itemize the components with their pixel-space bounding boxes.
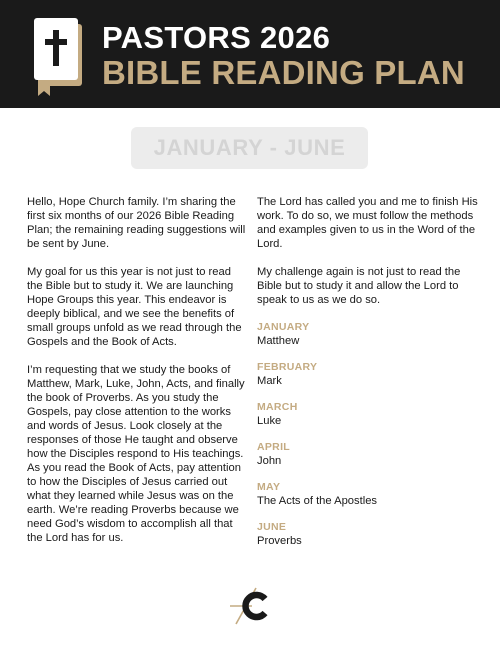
title-line-1: PASTORS 2026 — [102, 20, 331, 55]
date-range-label: JANUARY - JUNE — [153, 135, 346, 160]
month-name: JUNE — [257, 521, 287, 533]
challenge-paragraph: My challenge again is not just to read the Bible but to study it and allow the Lord to speak to us as we do so. — [257, 266, 461, 306]
monthly-reading-list — [257, 321, 479, 548]
month-name: FEBRUARY — [257, 361, 318, 373]
month-item-june — [257, 521, 479, 548]
hope-church-logo-icon — [228, 586, 272, 626]
month-name: MAY — [257, 481, 281, 493]
month-book: Luke — [257, 415, 282, 427]
month-name: APRIL — [257, 441, 290, 453]
bible-icon — [34, 18, 86, 98]
month-book: Proverbs — [257, 535, 302, 547]
title-line-2: BIBLE READING PLAN — [102, 54, 465, 91]
month-item-january — [257, 321, 479, 348]
month-book: Mark — [257, 375, 282, 387]
month-book: Matthew — [257, 335, 300, 347]
month-item-may — [257, 481, 479, 508]
month-item-march — [257, 401, 479, 428]
intro-paragraph: Hello, Hope Church family. I’m sharing the first six months of our 2026 Bible Reading Plan; the remaining reading suggestions will be sent by June. — [27, 196, 246, 250]
date-range-pill — [131, 127, 368, 169]
month-name: MARCH — [257, 401, 298, 413]
request-paragraph: I’m requesting that we study the books of Matthew, Mark, Luke, John, Acts, and finally the book of Proverbs. As you study the Gospels, pay close attention to the works and words of Jesus. Look closely at the responses of those He taught and observe how the Disciples respond to His teachings. As you read the Book of Acts, pay attention to how the Disciples of Jesus carried out what they learned while Jesus was on the earth. We’re reading Proverbs because we need God’s wisdom to accomplish all that the Lord has for us. — [27, 364, 245, 544]
month-book: John — [257, 455, 282, 467]
month-book: The Acts of the Apostles — [257, 495, 378, 507]
header-banner — [0, 0, 500, 108]
month-name: JANUARY — [257, 321, 310, 333]
calling-paragraph: The Lord has called you and me to finish His work. To do so, we must follow the methods and examples given to us in the Word of the Lord. — [257, 196, 478, 250]
month-item-april — [257, 441, 479, 468]
left-column — [27, 195, 249, 559]
goal-paragraph: My goal for us this year is not just to read the Bible but to study it. We are launching Hope Groups this year. This endeavor is deeply biblical, and we see the benefits of small groups unfold as we read through the Gospels and the Book of Acts. — [27, 266, 242, 348]
right-column — [257, 195, 479, 561]
month-item-february — [257, 361, 479, 388]
